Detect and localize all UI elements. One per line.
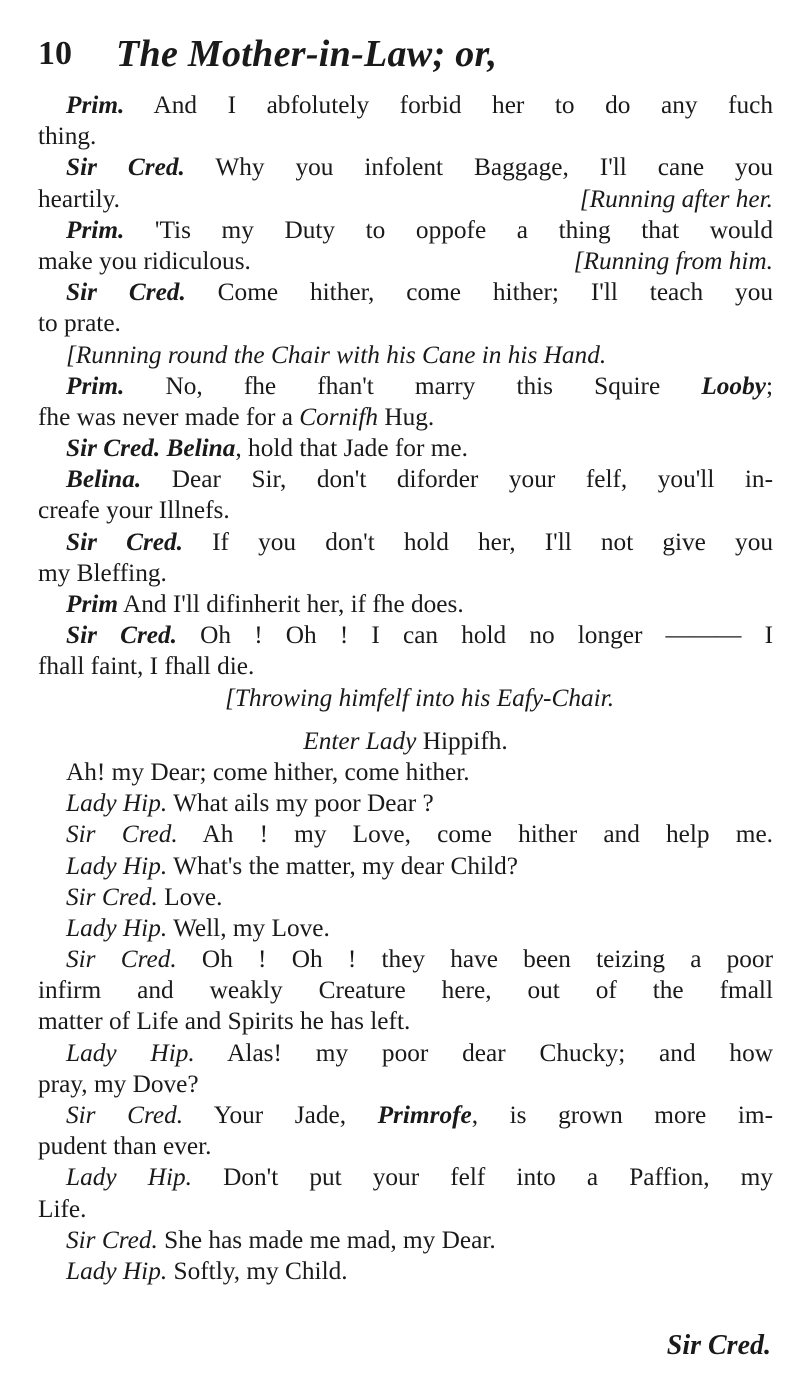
styled-text: Sir Cred. xyxy=(66,527,183,556)
text-run: No, fhe fhan't marry this Squire xyxy=(124,371,702,400)
text-run: Life. xyxy=(38,1194,87,1223)
text-run: What ails my poor Dear ? xyxy=(167,789,434,818)
styled-text: Belina. xyxy=(66,465,142,494)
text-line xyxy=(38,1100,773,1131)
text-run: And I'll difinherit her, if fhe does. xyxy=(118,590,464,618)
styled-text: Lady Hip. xyxy=(66,1038,195,1067)
text-line xyxy=(38,308,773,339)
styled-text: Looby xyxy=(701,371,766,400)
text-line xyxy=(38,757,773,788)
text-run: heartily. xyxy=(38,184,120,213)
styled-text: Prim. xyxy=(66,371,125,400)
page-number: 10 xyxy=(38,35,72,72)
styled-text: Sir Cred. xyxy=(66,1101,184,1129)
styled-text: Primrofe xyxy=(377,1101,472,1129)
text-run: What's the matter, my dear Child? xyxy=(167,851,519,880)
text-line xyxy=(38,1131,773,1162)
styled-text: Sir Cred. xyxy=(66,820,178,849)
text-run: thing. xyxy=(38,122,97,151)
text-line xyxy=(38,402,773,433)
text-line xyxy=(38,882,773,913)
text-run: Your Jade, xyxy=(183,1101,378,1129)
styled-text: Sir Cred. xyxy=(66,278,186,307)
text-line xyxy=(38,90,773,121)
text-line xyxy=(38,495,773,526)
text-line xyxy=(38,944,773,975)
text-run: Why you infolent Baggage, I'll cane you xyxy=(184,153,773,182)
text-run: fhe was never made for a xyxy=(38,402,300,431)
styled-text: [Running round the Chair with his Cane in his Hand. xyxy=(66,340,607,369)
styled-text: Sir Cred. xyxy=(66,945,177,974)
text-line xyxy=(38,433,773,464)
text-run: If you don't hold her, I'll not give you xyxy=(183,527,773,556)
text-line xyxy=(38,851,773,882)
text-run: Come hither, come hither; I'll teach you xyxy=(185,278,773,307)
text-line xyxy=(38,152,773,183)
text-line xyxy=(38,371,773,402)
text-line xyxy=(38,651,773,682)
text-line xyxy=(38,277,773,308)
text-run: to prate. xyxy=(38,309,121,338)
text-line xyxy=(38,975,773,1006)
text-run: , is grown more im- xyxy=(471,1101,773,1129)
play-text xyxy=(38,90,773,1287)
styled-text: Prim. xyxy=(66,91,125,119)
styled-text: [Throwing himfelf into his Eafy-Chair. xyxy=(224,683,615,712)
text-run: pray, my Dove? xyxy=(38,1069,199,1098)
text-line xyxy=(38,1038,773,1069)
section-gap xyxy=(38,714,773,726)
styled-text: Lady Hip. xyxy=(66,1256,168,1285)
text-line xyxy=(38,819,773,850)
text-run: Alas! my poor dear Chucky; and how xyxy=(194,1038,773,1067)
styled-text: Sir Cred. xyxy=(66,882,158,911)
text-line xyxy=(38,464,773,495)
text-run: pudent than ever. xyxy=(38,1132,212,1161)
text-run: Oh ! Oh ! they have been teizing a poor xyxy=(176,945,773,974)
text-run: Hippifh. xyxy=(416,726,508,755)
styled-text: Lady Hip. xyxy=(66,913,168,942)
text-line xyxy=(38,184,773,215)
text-line xyxy=(38,246,773,277)
text-line xyxy=(38,1225,773,1256)
text-line xyxy=(38,558,773,589)
page-header xyxy=(38,18,773,90)
text-line xyxy=(38,215,773,246)
text-run: Don't put your felf into a Paffion, my xyxy=(191,1163,773,1192)
running-title: The Mother-in-Law; or, xyxy=(116,33,498,75)
text-line xyxy=(38,1256,773,1287)
text-run: Ah ! my Love, come hither and help me. xyxy=(177,820,773,849)
styled-text: Prim. xyxy=(66,215,125,244)
text-run: , hold that Jade for me. xyxy=(235,434,468,463)
text-run: creafe your Illnefs. xyxy=(38,496,230,525)
styled-text: [Running after her. xyxy=(579,184,773,213)
text-line xyxy=(38,121,773,152)
text-run: fhall faint, I fhall die. xyxy=(38,652,255,681)
text-run: make you ridiculous. xyxy=(38,246,251,275)
styled-text: Sir Cred. xyxy=(66,621,178,650)
styled-text: Lady Hip. xyxy=(66,851,168,880)
text-run: Softly, my Child. xyxy=(167,1256,348,1285)
styled-text: Sir Cred. xyxy=(66,153,185,182)
catchword: Sir Cred. xyxy=(666,1330,771,1361)
text-line xyxy=(38,1069,773,1100)
text-line xyxy=(38,913,773,944)
text-run: Dear Sir, don't diforder your felf, you'll in- xyxy=(141,465,773,494)
text-run: And I abfolutely forbid her to do any fuch xyxy=(124,91,773,119)
text-run: infirm and weakly Creature here, out of the fmall xyxy=(38,976,773,1005)
text-line xyxy=(38,620,773,651)
text-run: Oh ! Oh ! I can hold no longer ——— I xyxy=(177,621,773,650)
text-line xyxy=(38,1162,773,1193)
text-run: Love. xyxy=(157,882,223,911)
text-run: 'Tis my Duty to oppofe a thing that would xyxy=(124,215,773,244)
text-line xyxy=(38,1194,773,1225)
styled-text: Sir Cred. xyxy=(66,1225,158,1254)
text-line xyxy=(38,1006,773,1037)
styled-text: Lady Hip. xyxy=(66,1163,192,1192)
styled-text: Prim xyxy=(66,590,119,618)
text-line xyxy=(38,788,773,819)
styled-text: [Running from him. xyxy=(573,246,773,275)
text-run: ; xyxy=(765,371,773,400)
text-run: Well, my Love. xyxy=(167,913,330,942)
styled-text: Lady Hip. xyxy=(66,789,168,818)
text-run: my Bleffing. xyxy=(38,558,167,587)
text-run: Hug. xyxy=(378,402,435,431)
text-line xyxy=(38,589,773,620)
text-run: matter of Life and Spirits he has left. xyxy=(38,1007,411,1036)
text-run: Ah! my Dear; come hither, come hither. xyxy=(66,757,470,786)
text-line xyxy=(38,726,773,757)
text-line xyxy=(38,340,773,371)
text-line xyxy=(38,527,773,558)
styled-text: Enter Lady xyxy=(303,726,417,755)
text-line xyxy=(38,683,773,714)
styled-text: Sir Cred. Belina xyxy=(66,434,236,463)
styled-text: Cornifh xyxy=(299,402,379,431)
book-page xyxy=(38,18,773,1378)
text-run: She has made me mad, my Dear. xyxy=(157,1225,496,1254)
